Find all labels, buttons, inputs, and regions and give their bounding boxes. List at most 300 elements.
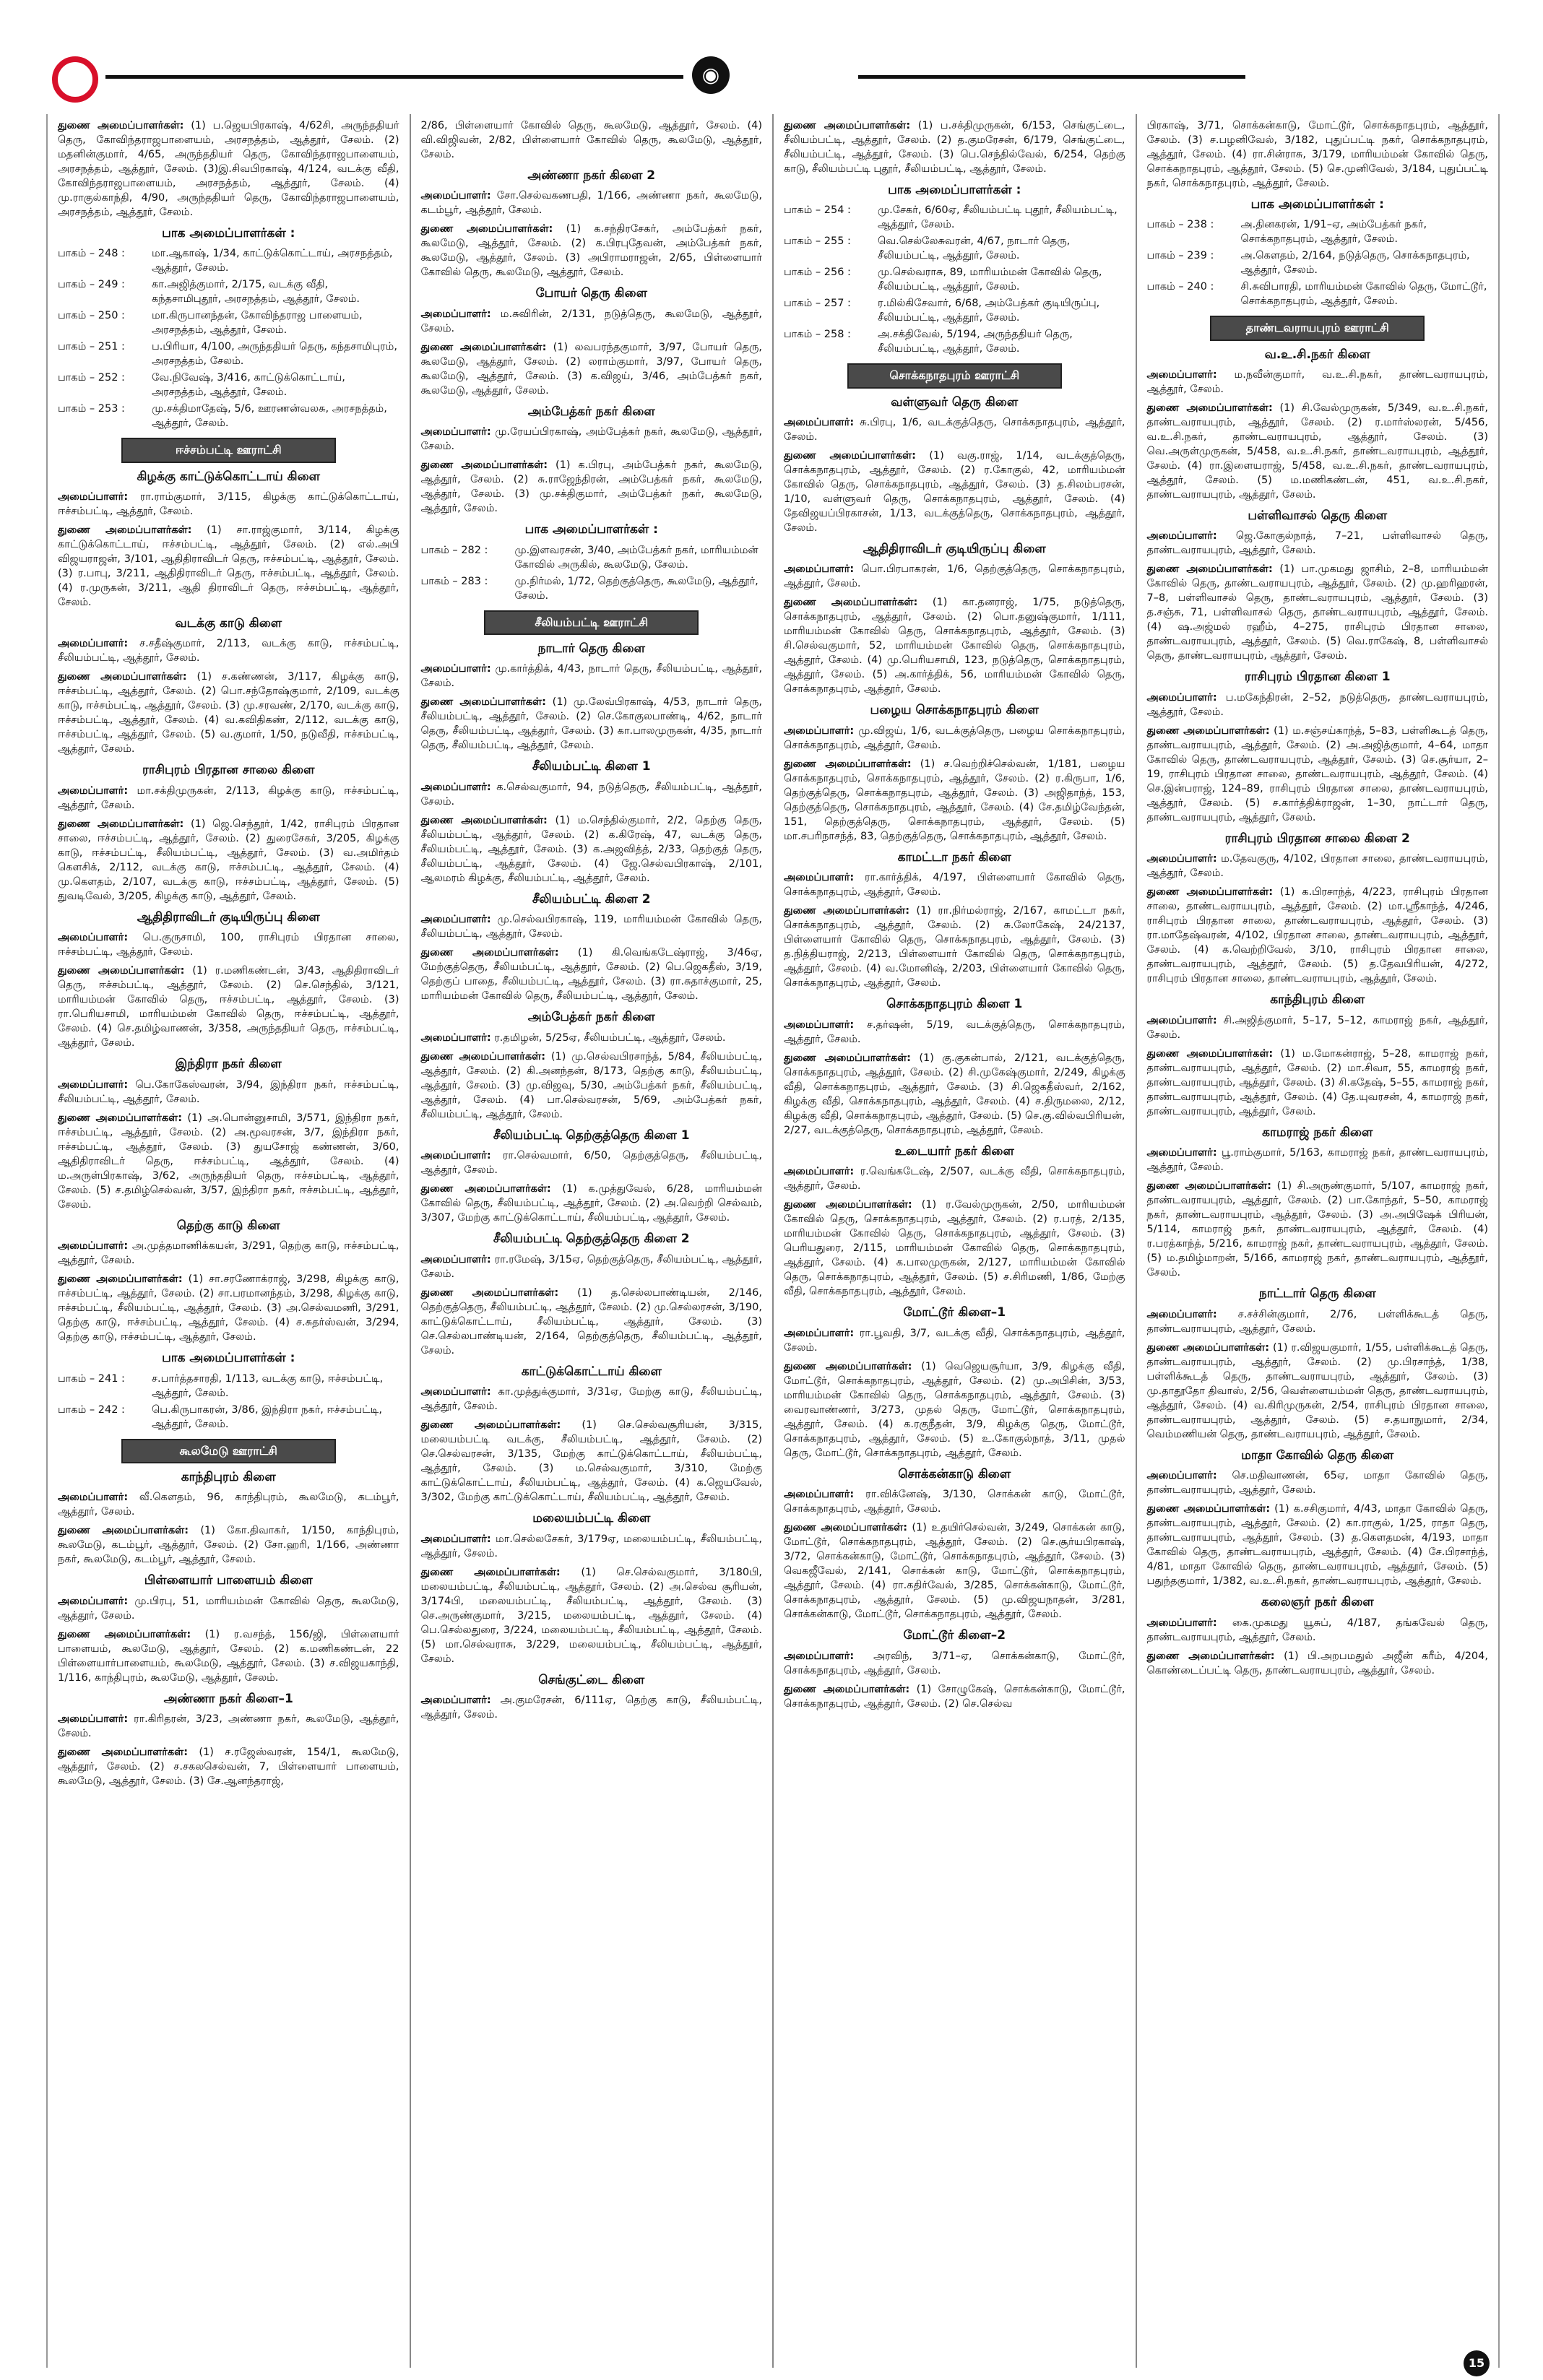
member-listing xyxy=(421,1286,763,1358)
member-listing xyxy=(58,1239,399,1268)
member-listing xyxy=(1147,1468,1489,1497)
branch-heading: ஆதிதிராவிடர் குடியிருப்பு கிளை xyxy=(863,541,1046,556)
member-details: (1) பி.அறபமதுல் அஜீன் கரீம், 4/204, கொண்டைப்பட்டி தெரு, தாண்டவராயபுரம், ஆத்தூர், சேலம். xyxy=(1146,1650,1488,1676)
member-listing xyxy=(784,1682,1125,1711)
member-listing xyxy=(421,1565,763,1666)
panchayat-banner: சீலியம்பட்டி ஊராட்சி xyxy=(484,610,699,635)
member-listing xyxy=(784,724,1125,753)
ward-number: பாகம் – 249 : xyxy=(58,279,125,291)
member-listing xyxy=(58,1272,399,1344)
role-label: அமைப்பாளர்: xyxy=(1146,853,1217,865)
role-label: துணை அமைப்பாளர்கள்: xyxy=(420,459,548,472)
branch-heading: காந்திபுரம் கிளை xyxy=(181,1469,276,1484)
member-listing xyxy=(784,449,1125,535)
member-listing xyxy=(58,930,399,959)
ward-member: மா.ஆகாஷ், 1/34, காட்டுக்கொட்டாய், அரசநத்தம், ஆத்தூர், சேலம். xyxy=(152,248,393,274)
branch-heading: பள்ளிவாசல் தெரு கிளை xyxy=(1248,508,1388,523)
member-details: சோ.செல்வகணபதி, 1/166, அண்ணா நகர், கூலமேடு, கடம்பூர், ஆத்தூர், சேலம். xyxy=(420,190,762,217)
ward-member: பெ.கிருபாகரன், 3/86, இந்திரா நகர், ஈச்சம்பட்டி, ஆத்தூர், சேலம். xyxy=(152,1403,382,1430)
member-details: (1) வெஜெயசூர்யா, 3/9, கிழக்கு வீதி, மோட்டூர், சொக்கநாதபுரம், ஆத்தூர், சேலம். (2) மு.அபிசின், 3/53, மாரியம்மன் கோவில் தெரு, சொக்கநாதபுரம், ஆத்தூர், சேலம். (3) வைரவாண்ணர், 3/273, முதல் தெரு, மோட்டூர், சொக்கநாதபுரம், ஆத்தூர், சேலம். (4) க.ரகுநீதன், 3/9, கிழக்கு தெரு, மோட்டூர், சொக்கநாதபுரம், ஆத்தூர், சேலம். (5) உ.கோகுல்நாத், 3/11, முதல் தெரு, மோட்டூர், சொக்கநாதபுரம், ஆத்தூர், சேலம். xyxy=(784,1360,1125,1459)
member-listing xyxy=(58,817,399,904)
role-label: துணை அமைப்பாளர்கள்: xyxy=(784,597,918,609)
member-listing xyxy=(1147,562,1489,663)
member-details: (1) ம.செந்தில்குமார், 2/2, தெற்கு தெரு, சீலியம்பட்டி, ஆத்தூர், சேலம். (2) க.கிரேஷ், 47, வடக்கு தெரு, சீலியம்பட்டி, ஆத்தூர், சேலம். (3) க.அஜவித்த், 2/33, தெற்குத் தெரு, சீலியம்பட்டி, ஆத்தூர், சேலம். (4) ஜே.செல்வபிரகாஷ், 2/101, ஆலமரம் கிழக்கு, சீலியம்பட்டி, ஆத்தூர், சேலம். xyxy=(420,814,762,884)
masthead-rule-left xyxy=(105,75,683,79)
panchayat-banner: கூலமேடு ஊராட்சி xyxy=(121,1439,336,1463)
member-listing xyxy=(421,1050,763,1122)
member-details: மு.ரேயப்பிரகாஷ், அம்பேத்கர் நகர், கூலமேடு, ஆத்தூர், சேலம். xyxy=(420,426,763,453)
ward-entry xyxy=(784,203,1125,232)
branch-heading: சொக்கன்காடு கிளை xyxy=(898,1466,1011,1481)
member-details: மு.பிரபு, 51, மாரியம்மன் கோவில் தெரு, கூலமேடு, ஆத்தூர், சேலம். xyxy=(58,1595,399,1622)
member-details: ரா.செல்வமார், 6/50, தெற்குத்தெரு, சீலியம்பட்டி, ஆத்தூர், சேலம். xyxy=(420,1150,762,1177)
branch-heading: ராசிபுரம் பிரதான சாலை கிளை xyxy=(142,763,315,778)
ward-entry xyxy=(58,1372,399,1401)
member-listing xyxy=(421,1385,763,1414)
role-label: அமைப்பாளர்: xyxy=(784,872,855,884)
member-listing xyxy=(58,1594,399,1623)
ward-entry xyxy=(421,574,763,603)
ward-member: மா.கிருபானந்தன், கோவிந்தராஜ பாளையம், அரசநத்தம், ஆத்தூர், சேலம். xyxy=(152,310,363,337)
role-label: அமைப்பாளர்: xyxy=(784,1018,855,1031)
member-details: மு.செல்வபிரகாஷ், 119, மாரியம்மன் கோவில் தெரு, சீலியம்பட்டி, ஆத்தூர், சேலம். xyxy=(420,914,763,940)
member-details: (1) ரா.நிர்மல்ராஜ், 2/167, காமட்டா நகர், சொக்கநாதபுரம், ஆத்தூர், சேலம். (2) சு.லோகேஷ், 24/2137, பிள்ளையார் கோவில் தெரு, சொக்கநாதபுரம், ஆத்தூர், சேலம். (3) த.நித்தியராஜ், 2/213, பிள்ளையார் கோவில் தெரு, சொக்கநாதபுரம், ஆத்தூர், சேலம். (4) வ.மோனிஷ், 2/203, பிள்ளையார் கோவில் தெரு, சொக்கநாதபுரம், ஆத்தூர், சேலம். xyxy=(784,905,1125,990)
member-details: (1) ர.விஜயகுமார், 1/55, பள்ளிக்கூடத் தெரு, தாண்டவராயபுரம், ஆத்தூர், சேலம். (2) மு.பிரசாந்த், 1/38, பள்ளிக்கூடத் தெரு, தாண்டவராயபுரம், ஆத்தூர், சேலம். (3) மு.தாதூதோ திவாஸ், 2/56, வெள்ளையம்மன் தெரு, தாண்டவராயபுரம், ஆத்தூர், சேலம். (4) வ.கிரிமுருகன், 2/54, ராசிபுரம் பிரதான சாலை, தாண்டவராயபுரம், ஆத்தூர், சேலம். (5) ச.தயாநுமார், 2/34, வெம்மணியன் தெரு, தாண்டவராயபுரம், ஆத்தூர், சேலம். xyxy=(1146,1341,1489,1440)
role-label: துணை அமைப்பாளர்கள்: xyxy=(420,814,548,826)
branch-heading: சொக்கநாதபுரம் கிளை 1 xyxy=(886,997,1023,1012)
member-details: (1) ச.வெற்றிச்செல்வன், 1/181, பழைய சொக்கநாதபுரம், சொக்கநாதபுரம், ஆத்தூர், சேலம். (2) ர.கிருபா, 1/6, தெற்குத்தெரு, சொக்கநாதபுரம், ஆத்தூர், சேலம். (3) அஜிதாந்த், 153, தெற்குத்தெரு, சொக்கநாதபுரம், ஆத்தூர், சேலம். (4) சே.தமிழ்வேந்தன், 151, தெற்குத்தெரு, சொக்கநாதபுரம், ஆத்தூர், சேலம். (5) மா.சபரிநாசந்த், 83, தெற்குத்தெரு, சொக்கநாதபுரம், ஆத்தூர், சேலம். xyxy=(784,758,1125,842)
member-listing xyxy=(58,1490,399,1519)
member-details: (1) சோழுகேஷ், சொக்கன்காடு, மோட்டூர், சொக்கநாதபுரம், ஆத்தூர், சேலம். (2) செ.செல்வ xyxy=(784,1683,1125,1710)
branch-heading: கலைஞர் நகர் கிளை xyxy=(1261,1595,1374,1610)
member-details: (1) சா.சரணோக்ராஜ், 3/298, கிழக்கு காடு, ஈச்சம்பட்டி, ஆத்தூர், சேலம். (2) சா.பரமானந்தம், 3/298, கிழக்கு காடு, ஈச்சம்பட்டி, சீலியம்பட்டி, ஆத்தூர், சேலம். (3) அ.செல்வமணி, 3/291, தெற்கு காடு, ஈச்சம்பட்டி, ஆத்தூர், சேலம். (4) ச.சுதர்ஸ்வன், 3/294, தெற்கு காடு, ஈச்சம்பட்டி, ஆத்தூர், சேலம். xyxy=(58,1273,399,1343)
role-label: அமைப்பாளர்: xyxy=(420,1694,491,1706)
member-listing xyxy=(421,945,763,1003)
branch-heading: பழைய சொக்கநாதபுரம் கிளை xyxy=(870,703,1039,718)
role-label: அமைப்பாளர்: xyxy=(420,1253,491,1265)
member-listing xyxy=(58,964,399,1050)
member-listing xyxy=(421,1148,763,1177)
member-details: (1) ப.ஜெயபிரகாஷ், 4/62சி, அருந்ததியர் தெரு, கோவிந்தராஜபாளையம், அரசநத்தம், ஆத்தூர், சேலம். (2) மதனின்குமார், 4/65, அருந்ததியர் தெரு, கோவிந்தராஜபாளையம், அரசநத்தம், ஆத்தூர், சேலம். (3)இ.சிவபிரகாஷ், 4/124, வடக்கு வீதி, கோவிந்தராஜபாளையம், அரசநத்தம், ஆத்தூர், சேலம். (4) மு.ராகுல்காந்தி, 4/90, அருந்ததியர் தெரு, கோவிந்தராஜபாளையம், அரசநத்தம், ஆத்தூர், சேலம். xyxy=(58,120,399,218)
role-label: அமைப்பாளர்: xyxy=(58,784,129,797)
member-listing xyxy=(421,1532,763,1561)
member-listing xyxy=(1147,529,1489,558)
ward-member: மு.இளவரசன், 3/40, அம்பேத்கர் நகர், மாரியம்மன் கோவில் அருகில், கூலமேடு, சேலம். xyxy=(514,544,758,571)
role-label: அமைப்பாளர்: xyxy=(420,663,491,675)
ward-entry xyxy=(1147,217,1489,246)
branch-heading: காட்டுக்கொட்டாய் கிளை xyxy=(521,1364,662,1379)
role-label: அமைப்பாளர்: xyxy=(58,1240,129,1252)
member-details: (1) ம.மோகன்ராஜ், 5–28, காமராஜ் நகர், தாண்டவராயபுரம், ஆத்தூர், சேலம். (2) மா.சிவா, 55, காமராஜ் நகர், தாண்டவராயபுரம், ஆத்தூர், சேலம். (3) சி.கதேஷ், 5–55, காமராஜ் நகர், தாண்டவராயபுரம், ஆத்தூர், சேலம். (4) தே.யுவரசன், 4, காமராஜ் நகர், தாண்டவராயபுரம், ஆத்தூர், சேலம். xyxy=(1146,1047,1489,1117)
role-label: அமைப்பாளர்: xyxy=(420,426,491,438)
member-details: (1) வகு.ராஜ், 1/14, வடக்குத்தெரு, சொக்கநாதபுரம், ஆத்தூர், சேலம். (2) ர.கோகுல், 42, மாரியம்மன் கோவில் தெரு, சொக்கநாதபுரம், ஆத்தூர், சேலம். (3) த.சிலம்பரசன், 1/10, வள்ளுவர் தெரு, சொக்கநாதபுரம், ஆத்தூர், சேலம். (4) தேவிஜயப்பிரகாசன், 1/13, வடக்குத்தெரு, சொக்கநாதபுரம், ஆத்தூர், சேலம். xyxy=(784,449,1125,534)
branch-heading: மோட்டூர் கிளை–1 xyxy=(903,1305,1006,1320)
member-listing xyxy=(784,562,1125,591)
member-listing xyxy=(784,1018,1125,1047)
role-label: துணை அமைப்பாளர்கள்: xyxy=(784,1199,912,1211)
branch-heading: நாடார் தெரு கிளை xyxy=(537,641,645,656)
branch-heading: சீலியம்பட்டி தெற்குத்தெரு கிளை 2 xyxy=(493,1232,690,1247)
role-label: அமைப்பாளர்: xyxy=(784,1650,855,1662)
member-details: (1) மு.செல்வபிரசாந்த், 5/84, சீலியம்பட்டி, ஆத்தூர், சேலம். (2) கி.அனந்தன், 8/173, தெற்கு காடு, சீலியம்பட்டி, ஆத்தூர், சேலம். (3) மு.விஜவு, 5/30, அம்பேத்கர் நகர், சீலியம்பட்டி, ஆத்தூர், சேலம். (4) பா.செல்வரசன், 5/69, அம்பேத்கர் நகர், சீலியம்பட்டி, ஆத்தூர், சேலம். xyxy=(420,1050,763,1120)
role-label: துணை அமைப்பாளர்கள்: xyxy=(1146,1341,1270,1354)
role-label: துணை அமைப்பாளர்கள்: xyxy=(420,696,546,709)
branch-heading: வ.உ.சி.நகர் கிளை xyxy=(1264,347,1370,362)
role-label: துணை அமைப்பாளர்கள்: xyxy=(58,120,184,131)
member-details: (1) க.பிரசாந்த், 4/223, ராசிபுரம் பிரதான சாலை, தாண்டவராயபுரம், ஆத்தூர், சேலம். (2) மா.ஸ்ரீகாந்த், 4/246, ராசிபுரம் பிரதான சாலை, தாண்டவராயபுரம், ஆத்தூர், சேலம். (3) ரா.மாதேஷ்வரன், 4/102, பிரதான சாலை, தாண்டவராயபுரம், ஆத்தூர், சேலம். (4) க.வெற்றிவேல், 3/10, ராசிபுரம் பிரதான சாலை, தாண்டவராயபுரம், ஆத்தூர், சேலம். (5) த.தேவபிரியன், 4/272, ராசிபுரம் பிரதான சாலை, தாண்டவராயபுரம், ஆத்தூர், சேலம். xyxy=(1146,886,1488,985)
ward-entry xyxy=(58,246,399,275)
role-label: துணை அமைப்பாளர்கள்: xyxy=(784,1683,910,1695)
role-label: துணை அமைப்பாளர்கள்: xyxy=(784,1052,911,1064)
member-listing xyxy=(1147,1146,1489,1174)
branch-heading: செங்குட்டை கிளை xyxy=(538,1672,645,1687)
member-listing xyxy=(784,1649,1125,1678)
branch-heading: ஆதிதிராவிடர் குடியிருப்பு கிளை xyxy=(137,909,320,925)
member-listing xyxy=(784,904,1125,990)
role-label: அமைப்பாளர்: xyxy=(784,724,855,737)
member-listing xyxy=(58,1627,399,1685)
ward-number: பாகம் – 282 : xyxy=(420,544,488,556)
role-label: அமைப்பாளர்: xyxy=(1146,1617,1217,1629)
role-label: துணை அமைப்பாளர்கள்: xyxy=(58,1628,191,1640)
role-label: அமைப்பாளர்: xyxy=(784,1327,855,1339)
circle-logo-icon xyxy=(52,56,98,103)
branch-heading: அம்பேத்கர் நகர் கிளை xyxy=(527,404,655,419)
ward-member: அ.தினகரன், 1/91–ஏ, அம்பேத்கர் நகர், சொக்கநாதபுரம், ஆத்தூர், சேலம். xyxy=(1240,219,1427,246)
member-listing xyxy=(58,1745,399,1788)
member-listing xyxy=(421,425,763,454)
role-label: அமைப்பாளர்: xyxy=(784,416,855,428)
role-label: அமைப்பாளர்: xyxy=(420,308,491,320)
member-details: (1) ம.சஞ்சய்காந்த், 5–83, பள்ளிகூடத் தெரு, தாண்டவராயபுரம், ஆத்தூர், சேலம். (2) அ.அஜித்குமார், 4–64, மாதா கோவில் தெரு, தாண்டவராயபுரம், ஆத்தூர், சேலம். (3) செ.சூர்யா, 2–19, ராசிபுரம் பிரதான சாலை, தாண்டவராயபுரம், ஆத்தூர், சேலம். (4) செ.இன்பராஜ், 124–89, ராசிபுரம் பிரதான சாலை, தாண்டவராயபுரம், ஆத்தூர், சேலம். (5) ச.கார்த்திக்ராஜன், 1–30, நாட்டார் தெரு, தாண்டவராயபுரம், ஆத்தூர், சேலம். xyxy=(1146,724,1488,823)
member-details: ச.தர்ஷன், 5/19, வடக்குத்தெரு, சொக்கநாதபுரம், ஆத்தூர், சேலம். xyxy=(784,1018,1125,1045)
role-label: துணை அமைப்பாளர்கள்: xyxy=(784,758,912,770)
role-label: அமைப்பாளர்: xyxy=(784,563,855,576)
ward-member: வெ.செல்லேசுவரன், 4/67, நாடார் தெரு, சீலியம்பட்டி, ஆத்தூர், சேலம். xyxy=(878,235,1071,262)
member-listing xyxy=(421,662,763,691)
member-listing xyxy=(58,1111,399,1212)
member-details: சு.பிரபு, 1/6, வடக்குத்தெரு, சொக்கநாதபுரம், ஆத்தூர், சேலம். xyxy=(784,416,1125,443)
member-details: (1) கி.வெங்கடேஷ்ராஜ், 3/46ஏ, மேற்குத்தெரு, சீலியம்பட்டி, ஆத்தூர், சேலம். (2) பெ.ஜெகதீஸ், 3/19, தெற்குப் பாதை, சீலியம்பட்டி, ஆத்தூர், சேலம். (3) ரா.சுதாச்குமார், 25, மாரியம்மன் கோவில் தெரு, சீலியம்பட்டி, ஆத்தூர், சேலம். xyxy=(420,947,762,1003)
member-details: (1) ப.சக்திமுருகன், 6/153, செங்குட்டை, சீலியம்பட்டி, ஆத்தூர், சேலம். (2) த.குமரேசன், 6/179, செங்குட்டை, சீலியம்பட்டி, ஆத்தூர், சேலம். (3) பெ.செந்தில்வேல், 6/254, தெற்கு காடு, சீலியம்பட்டி புதூர், சீலியம்பட்டி, ஆத்தூர், சேலம். xyxy=(784,120,1125,175)
member-details: (1) லவபரந்தகுமார், 3/97, போயர் தெரு, கூலமேடு, ஆத்தூர், சேலம். (2) லராம்குமார், 3/97, போயர் தெரு, கூலமேடு, ஆத்தூர், சேலம். (3) க.விஜய், 3/46, அம்பேத்கர் நகர், கூலமேடு, ஆத்தூர், சேலம். xyxy=(420,341,762,397)
member-details: (1) சி.அருண்குமார், 5/107, காமராஜ் நகர், தாண்டவராயபுரம், ஆத்தூர், சேலம். (2) பா.கோந்தர், 5–50, காமராஜ் நகர், தாண்டவராயபுரம், ஆத்தூர், சேலம். (3) அ.அபிஷேக் பிரியன், 5/114, காமராஜ் நகர், தாண்டவராயபுரம், ஆத்தூர், சேலம். (4) ர.பரத்காந்த், 5/216, காமராஜ் நகர், தாண்டவராயபுரம், ஆத்தூர், சேலம். (5) ம.தமிழ்மாறன், 5/166, காமராஜ் நகர், தாண்டவராயபுரம், ஆத்தூர், சேலம். xyxy=(1146,1180,1488,1279)
member-details: கா.முத்துக்குமார், 3/31ஏ, மேற்கு காடு, சீலியம்பட்டி, ஆத்தூர், சேலம். xyxy=(420,1386,763,1413)
role-label: துணை அமைப்பாளர்கள்: xyxy=(784,1522,907,1534)
member-details: (1) உதயிர்செல்வன், 3/249, சொக்கன் காடு, மோட்டூர், சொக்கநாதபுரம், ஆத்தூர், சேலம். (2) செ.சூர்யபிரகாஷ், 3/72, சொக்கன்காடு, மோட்டூர், சொக்கநாதபுரம், ஆத்தூர், சேலம். (3) வெகஜீவேல், 2/141, சொக்கன் காடு, மோட்டூர், சொக்கநாதபுரம், ஆத்தூர், சேலம். (4) ரா.கதிர்வேல், 3/285, சொக்கன்காடு, மோட்டூர், சொக்கநாதபுரம், ஆத்தூர், சேலம். (5) மு.விஜயநாதன், 3/281, சொக்கன்காடு, மோட்டூர், சொக்கநாதபுரம், ஆத்தூர், சேலம். xyxy=(784,1522,1125,1621)
branch-heading: ராசிபுரம் பிரதான சாலை கிளை 2 xyxy=(1224,831,1410,846)
member-details: ஜெ.கோகுல்நாத், 7–21, பள்ளிவாசல் தெரு, தாண்டவராயபுரம், ஆத்தூர், சேலம். xyxy=(1146,530,1488,557)
panchayat-banner: சொக்கநாதபுரம் ஊராட்சி xyxy=(847,363,1062,388)
member-listing xyxy=(784,757,1125,844)
ward-entry xyxy=(58,371,399,399)
ward-number: பாகம் – 250 : xyxy=(58,310,125,322)
ward-member: சி.சுவிபாரதி, மாரியம்மன் கோவில் தெரு, மோட்டூர், சொக்கநாதபுரம், ஆத்தூர், சேலம். xyxy=(1240,281,1487,308)
branch-heading: சீலியம்பட்டி தெற்குத்தெரு கிளை 1 xyxy=(493,1128,690,1143)
member-listing xyxy=(1147,368,1489,397)
member-listing xyxy=(1147,724,1489,825)
member-details: (1) பா.முகமது ஜாசிம், 2–8, மாரியம்மன் கோவில் தெரு, தாண்டவராயபுரம், ஆத்தூர், சேலம். (2) மு.ஹரிஹரன், 7–8, பள்ளிவாசல் தெரு, தாண்டவராயபுரம், ஆத்தூர், சேலம். (3) த.சஞ்சு, 71, பள்ளிவாசல் தெரு, தாண்டவராயபுரம், ஆத்தூர், சேலம். (4) ஷ.அஜ்மல் ரஹீம், 4–275, ராசிபுரம் பிரதான சாலை, தாண்டவராயபுரம், ஆத்தூர், சேலம். (5) வெ.ராகேஷ், 8, பள்ளிவாசல் தெரு, தாண்டவராயபுரம், ஆத்தூர், சேலம். xyxy=(1146,563,1488,662)
ward-number: பாகம் – 256 : xyxy=(784,267,851,279)
member-details: பூ.ராம்குமார், 5/163, காமராஜ் நகர், தாண்டவராயபுரம், ஆத்தூர், சேலம். xyxy=(1146,1147,1489,1174)
member-listing xyxy=(58,1078,399,1107)
role-label: அமைப்பாளர்: xyxy=(420,914,491,926)
branch-heading: காமராஜ் நகர் கிளை xyxy=(1262,1125,1373,1140)
member-listing xyxy=(58,670,399,756)
ward-entry xyxy=(1147,280,1489,308)
branch-heading: வள்ளுவர் தெரு கிளை xyxy=(891,394,1019,410)
ward-member: மு.செல்வராசு, 89, மாரியம்மன் கோவில் தெரு, சீலியம்பட்டி, ஆத்தூர், சேலம். xyxy=(878,267,1102,293)
member-listing xyxy=(58,118,399,220)
member-listing xyxy=(58,523,399,610)
member-listing xyxy=(784,595,1125,696)
ward-number: பாகம் – 240 : xyxy=(1146,281,1214,293)
ward-number: பாகம் – 257 : xyxy=(784,298,851,310)
member-listing xyxy=(784,1487,1125,1516)
ward-entry xyxy=(784,296,1125,325)
role-label: துணை அமைப்பாளர்கள்: xyxy=(58,818,184,830)
member-details: (1) க.பிரபு, அம்பேத்கர் நகர், கூலமேடு, ஆத்தூர், சேலம். (2) சு.ராஜேந்திரன், அம்பேத்கர் நகர், கூலமேடு, ஆத்தூர், சேலம். (3) மு.சக்திகுமார், அம்பேத்கர் நகர், கூலமேடு, ஆத்தூர், சேலம். xyxy=(420,459,763,515)
role-label: அமைப்பாளர்: xyxy=(58,490,129,503)
member-details: (1) க.முத்துவேல், 6/28, மாரியம்மன் கோவில் தெரு, சீலியம்பட்டி, ஆத்தூர், சேலம். (2) அ.வெற்றி செல்வம், 3/307, மேற்கு காட்டுக்கொட்டாய், சீலியம்பட்டி, ஆத்தூர், சேலம். xyxy=(420,1183,762,1224)
member-details: (1) கு.குகன்பால், 2/121, வடக்குத்தெரு, சொக்கநாதபுரம், ஆத்தூர், சேலம். (2) சி.முகேஷ்குமார், 2/249, கிழக்கு வீதி, சொக்கநாதபுரம், ஆத்தூர், சேலம். (3) சி.ஜெகதீஸ்வர், 2/162, கிழக்கு வீதி, சொக்கநாதபுரம், ஆத்தூர், சேலம். (4) ச.திருமலை, 2/12, கிழக்கு வீதி, சொக்கநாதபுரம், ஆத்தூர், சேலம். (5) செ.கு.வில்வபிரியன், 2/27, வடக்குத்தெரு, சொக்கநாதபுரம், ஆத்தூர், சேலம். xyxy=(784,1052,1125,1136)
member-listing xyxy=(1147,1502,1489,1588)
role-label: அமைப்பாளர்: xyxy=(1146,1470,1217,1482)
role-label: அமைப்பாளர்: xyxy=(1146,1308,1217,1320)
member-details: (1) க.சசிகுமார், 4/43, மாதா கோவில் தெரு, தாண்டவராயபுரம், ஆத்தூர், சேலம். (2) கா.ராகுல், 1/25, ராதா தெரு, தாண்டவராயபுரம், ஆத்தூர், சேலம். (3) த.கௌதமன், 4/193, மாதா கோவில் தெரு, தாண்டவராயபுரம், ஆத்தூர், சேலம். (4) சே.பிரசாந்த், 4/81, மாதா கோவில் தெரு, தாண்டவராயபுரம், ஆத்தூர், சேலம். (5) பதுந்தகுமார், 1/382, வ.உ.சி.நகர், தாண்டவராயபுரம், ஆத்தூர், சேலம். xyxy=(1146,1503,1488,1588)
member-details: (1) ர.வேல்முருகன், 2/50, மாரியம்மன் கோவில் தெரு, சொக்கநாதபுரம், ஆத்தூர், சேலம். (2) ர.பரத், 2/135, மாரியம்மன் கோவில் தெரு, சொக்கநாதபுரம், ஆத்தூர், சேலம். (3) பெரியதுரை, 2/115, மாரியம்மன் கோவில் தெரு, சொக்கநாதபுரம், ஆத்தூர், சேலம். (4) க.பாலமுருகன், 2/127, மாரியம்மன் கோவில் தெரு, சொக்கநாதபுரம், ஆத்தூர், சேலம். (5) ச.சிரிமணி, 1/86, மேற்கு வீதி, சொக்கநாதபுரம், ஆத்தூர், சேலம். xyxy=(784,1199,1125,1298)
member-listing xyxy=(1147,1013,1489,1042)
ward-entry xyxy=(58,308,399,337)
branch-heading: மலையம்பட்டி கிளை xyxy=(532,1511,651,1526)
ward-entry xyxy=(58,402,399,430)
role-label: துணை அமைப்பாளர்கள்: xyxy=(1146,1180,1271,1193)
member-listing xyxy=(784,870,1125,899)
member-listing xyxy=(58,1712,399,1741)
member-listing xyxy=(421,695,763,753)
role-label: அமைப்பாளர்: xyxy=(1146,691,1217,704)
member-details: (1) சா.ராஜ்குமார், 3/114, கிழக்கு காட்டுக்கொட்டாய், ஈச்சம்பட்டி, ஆத்தூர், சேலம். (2) எல்.அபி விஜயராஜன், 3/101, ஆதிதிராவிடர் தெரு, ஈச்சம்பட்டி, ஆத்தூர், சேலம். (3) ர.பாபு, 3/211, ஆதிதிராவிடர் தெரு, ஈச்சம்பட்டி, ஆத்தூர், சேலம். (4) ர.முருகன், 3/211, ஆதி திராவிடர் தெரு, ஈச்சம்பட்டி, ஆத்தூர், சேலம். xyxy=(58,524,399,608)
member-listing xyxy=(421,1418,763,1505)
member-details: மா.சக்திமுருகன், 2/113, கிழக்கு காடு, ஈச்சம்பட்டி, ஆத்தூர், சேலம். xyxy=(58,784,399,811)
role-label: துணை அமைப்பாளர்கள்: xyxy=(784,120,911,131)
ward-number: பாகம் – 239 : xyxy=(1146,250,1214,262)
ward-member: வே.நிவேஷ், 3/416, காட்டுக்கொட்டாய், அரசநத்தம், ஆத்தூர், சேலம். xyxy=(152,372,345,399)
role-label: அமைப்பாளர்: xyxy=(58,1078,129,1091)
member-listing xyxy=(784,1198,1125,1299)
ward-entry xyxy=(421,543,763,572)
role-label: அமைப்பாளர்: xyxy=(420,1386,491,1398)
member-details: ரா.கார்த்திக், 4/197, பிள்ளையார் கோவில் தெரு, சொக்கநாதபுரம், ஆத்தூர், சேலம். xyxy=(784,872,1125,899)
member-listing xyxy=(58,636,399,665)
ward-member: அ.கௌதம், 2/164, நடுத்தெரு, சொக்கநாதபுரம், ஆத்தூர், சேலம். xyxy=(1240,250,1470,277)
role-label: துணை அமைப்பாளர்கள்: xyxy=(1146,563,1273,576)
branch-heading: வடக்கு காடு கிளை xyxy=(175,615,282,631)
member-listing xyxy=(784,415,1125,444)
branch-heading: அண்ணா நகர் கிளை–1 xyxy=(163,1691,293,1706)
ward-entry xyxy=(58,277,399,306)
member-details: ம.தேவகுரு, 4/102, பிரதான சாலை, தாண்டவராயபுரம், ஆத்தூர், சேலம். xyxy=(1146,853,1489,880)
member-details: பிரகாஷ், 3/71, சொக்கன்காடு, மோட்டூர், சொக்கநாதபுரம், ஆத்தூர், சேலம். (3) ச.பழனிவேல், 3/182, புதுப்பட்டி நகர், சொக்கநாதபுரம், ஆத்தூர், சேலம். (4) ரா.சின்ராசு, 3/179, மாரியம்மன் கோவில் தெரு, சொக்கநாதபுரம், ஆத்தூர், சேலம். (5) செ.முனிவேல், 3/184, புதுப்பட்டி நகர், சொக்கநாதபுரம், ஆத்தூர், சேலம். xyxy=(1146,120,1488,189)
role-label: துணை அமைப்பாளர்கள்: xyxy=(420,1183,551,1195)
ward-entry xyxy=(784,327,1125,356)
branch-heading: தெற்கு காடு கிளை xyxy=(176,1218,280,1233)
member-details: 2/86, பிள்ளையார் கோவில் தெரு, கூலமேடு, ஆத்தூர், சேலம். (4) வி.விஜிவன், 2/82, பிள்ளையார் கோவில் தெரு, கூலமேடு, ஆத்தூர், சேலம். xyxy=(420,120,762,160)
role-label: துணை அமைப்பாளர்கள்: xyxy=(784,449,916,462)
member-details: ர.வெங்கடேஷ், 2/507, வடக்கு வீதி, சொக்கநாதபுரம், ஆத்தூர், சேலம். xyxy=(784,1166,1125,1193)
branch-heading: கிழக்கு காட்டுக்கொட்டாய் கிளை xyxy=(137,469,321,484)
ward-member: ப.பிரியா, 4/100, அருந்ததியர் தெரு, கந்தசாமிபுரம், அரசநத்தம், சேலம். xyxy=(152,341,397,368)
member-details: (1) ர.வசந்த், 156/ஜி, பிள்ளையார் பாளையம், கூலமேடு, ஆத்தூர், சேலம். (2) க.மணிகண்டன், 22 பிள்ளையார்பாளையம், கூலமேடு, ஆத்தூர், சேலம். (3) ச.விஜயகாந்தி, 1/116, காந்திபுரம், கூலமேடு, ஆத்தூர், சேலம். xyxy=(58,1628,399,1684)
masthead xyxy=(0,0,1543,108)
ward-entry xyxy=(58,1403,399,1432)
member-listing xyxy=(1147,1616,1489,1645)
member-details: செ.மதிவாணன், 65ஏ, மாதா கோவில் தெரு, தாண்டவராயபுரம், ஆத்தூர், சேலம். xyxy=(1146,1470,1489,1497)
member-listing xyxy=(421,813,763,886)
branch-heading: பாக அமைப்பாளர்கள் : xyxy=(162,226,295,241)
member-listing xyxy=(421,307,763,336)
member-details: (1) ச.ரஜேஸ்வரன், 154/1, கூலமேடு, ஆத்தூர், சேலம். (2) ச.சகலசெல்வன், 7, பிள்ளையார் பாளையம், கூலமேடு, ஆத்தூர், சேலம். (3) சே.ஆனந்தராஜ், xyxy=(58,1747,399,1788)
branch-heading: பாக அமைப்பாளர்கள் : xyxy=(524,522,658,537)
ward-number: பாகம் – 241 : xyxy=(58,1372,125,1385)
ward-number: பாகம் – 255 : xyxy=(784,235,851,248)
member-details: மு.கார்த்திக், 4/43, நாடார் தெரு, சீலியம்பட்டி, ஆத்தூர், சேலம். xyxy=(420,663,762,690)
role-label: துணை அமைப்பாளர்கள்: xyxy=(784,1360,912,1372)
member-details: (1) க.சந்திரசேகர், அம்பேத்கர் நகர், கூலமேடு, ஆத்தூர், சேலம். (2) க.பிரபுதேவன், அம்பேத்கர் நகர், கூலமேடு, ஆத்தூர், சேலம். (3) அபிராமராஜன், 2/65, பிள்ளையார் கோவில் தெரு, கூலமேடு, ஆத்தூர், சேலம். xyxy=(420,223,762,279)
member-details: (1) கோ.திவாகர், 1/150, காந்திபுரம், கூலமேடு, கடம்பூர், ஆத்தூர், சேலம். (2) சோ.ஹரி, 1/166, அண்ணா நகர், கூலமேடு, கடம்பூர், ஆத்தூர், சேலம். xyxy=(58,1525,399,1566)
member-details: ம.சுவிரின், 2/131, நடுத்தெரு, கூலமேடு, ஆத்தூர், சேலம். xyxy=(420,308,762,334)
member-details: பெ.கோகேஸ்வரன், 3/94, இந்திரா நகர், ஈச்சம்பட்டி, சீலியம்பட்டி, ஆத்தூர், சேலம். xyxy=(58,1078,399,1105)
role-label: அமைப்பாளர்: xyxy=(420,1150,491,1162)
member-listing xyxy=(421,1252,763,1281)
ward-number: பாகம் – 253 : xyxy=(58,403,125,415)
member-listing xyxy=(1147,1179,1489,1280)
member-details: ரா.ரமேஷ், 3/15ஏ, தெற்குத்தெரு, சீலியம்பட்டி, ஆத்தூர், சேலம். xyxy=(420,1253,763,1280)
member-details: பெ.குருசாமி, 100, ராசிபுரம் பிரதான சாலை, ஈச்சம்பட்டி, ஆத்தூர், சேலம். xyxy=(58,932,399,959)
member-listing xyxy=(58,784,399,813)
member-details: க.செல்வகுமார், 94, நடுத்தெரு, சீலியம்பட்டி, ஆத்தூர், சேலம். xyxy=(420,781,762,808)
member-listing xyxy=(784,118,1125,176)
member-details: (1) கா.தனராஜ், 1/75, நடுத்தெரு, சொக்கநாதபுரம், ஆத்தூர், சேலம். (2) பொ.தனுஷ்குமார், 1/111, மாரியம்மன் கோவில் தெரு, சொக்கநாதபுரம், ஆத்தூர், சேலம். (3) சி.செல்வகுமார், 52, மாரியம்மன் கோவில் தெரு, சொக்கநாதபுரம், ஆத்தூர், சேலம். (4) மு.பெரியசாமி, 123, நடுத்தெரு, சொக்கநாதபுரம், ஆத்தூர், சேலம். (5) அ.கார்த்திக், 56, மாரியம்மன் கோவில் தெரு, சொக்கநாதபுரம், ஆத்தூர், சேலம். xyxy=(784,597,1125,696)
article-columns xyxy=(46,114,1500,2368)
panchayat-banner: தாண்டவராயபுரம் ஊராட்சி xyxy=(1210,316,1425,340)
elephant-emblem-icon: ◉ xyxy=(692,56,730,94)
ward-number: பாகம் – 251 : xyxy=(58,341,125,353)
member-details: (1) அ.பொன்னுசாமி, 3/571, இந்திரா நகர், ஈச்சம்பட்டி, ஆத்தூர், சேலம். (2) அ.மூவரசன், 3/7, இந்திரா நகர், ஈச்சம்பட்டி, ஆத்தூர், சேலம். (3) துயசோஜ் கண்ணன், 3/60, ஆதிதிராவிடர் தெரு, ஈச்சம்பட்டி, ஆத்தூர், சேலம். (4) ம.அருள்பிரகாஷ், 3/62, அருந்ததியர் தெரு, ஈச்சம்பட்டி, ஆத்தூர், சேலம். (5) ச.தமிழ்செல்வன், 3/57, இந்திரா நகர், ஈச்சம்பட்டி, ஆத்தூர், சேலம். xyxy=(58,1112,399,1211)
masthead-rule-right xyxy=(858,75,1245,79)
role-label: துணை அமைப்பாளர்கள்: xyxy=(58,1525,189,1537)
member-listing xyxy=(1147,118,1489,191)
member-details: (1) ர.மணிகண்டன், 3/43, ஆதிதிராவிடர் தெரு, ஈச்சம்பட்டி, ஆத்தூர், சேலம். (2) செ.செந்தில், 3/121, மாரியம்மன் கோவில் தெரு, ஈச்சம்பட்டி, ஆத்தூர், சேலம். (3) ரா.பெரியசாமி, மாரியம்மன் கோவில் தெரு, ஈச்சம்பட்டி, ஆத்தூர், சேலம். (4) செ.தமிழ்வாணன், 3/358, அருந்ததியர் தெரு, ஈச்சம்பட்டி, ஆத்தூர், சேலம். xyxy=(58,965,399,1050)
branch-heading: பாக அமைப்பாளர்கள் : xyxy=(162,1351,295,1366)
member-listing xyxy=(1147,1307,1489,1336)
ward-entry xyxy=(784,265,1125,294)
branch-heading: சீலியம்பட்டி கிளை 2 xyxy=(532,891,651,906)
role-label: அமைப்பாளர்: xyxy=(1146,1147,1217,1159)
member-details: ச.சதீஷ்குமார், 2/113, வடக்கு காடு, ஈச்சம்பட்டி, சீலியம்பட்டி, ஆத்தூர், சேலம். xyxy=(58,638,399,665)
branch-heading: சீலியம்பட்டி கிளை 1 xyxy=(532,759,651,774)
member-listing xyxy=(421,1693,763,1722)
role-label: துணை அமைப்பாளர்கள்: xyxy=(420,1050,545,1063)
ward-member: மு.சக்திமாதேஷ், 5/6, ஊரணன்வலசு, அரசநத்தம், ஆத்தூர், சேலம். xyxy=(152,403,387,430)
ward-entry xyxy=(784,234,1125,263)
member-listing xyxy=(421,118,763,162)
role-label: அமைப்பாளர்: xyxy=(1146,530,1217,542)
role-label: அமைப்பாளர்: xyxy=(58,1595,129,1607)
member-listing xyxy=(421,340,763,398)
member-listing xyxy=(421,1182,763,1225)
member-listing xyxy=(1147,852,1489,880)
role-label: துணை அமைப்பாளர்கள்: xyxy=(1146,724,1270,737)
ward-member: ர.மில்கிசேவார், 6/68, அம்பேத்கர் குடியிருப்பு, சீலியம்பட்டி, ஆத்தூர், சேலம். xyxy=(878,298,1100,324)
ward-number: பாகம் – 238 : xyxy=(1146,219,1214,231)
member-listing xyxy=(1147,691,1489,719)
branch-heading: காமட்டா நகர் கிளை xyxy=(897,849,1011,865)
member-listing xyxy=(421,189,763,217)
branch-heading: பிள்ளையார் பாளையம் கிளை xyxy=(144,1573,313,1588)
branch-heading: அண்ணா நகர் கிளை 2 xyxy=(527,168,656,183)
member-details: ப.மகேந்திரன், 2–52, நடுத்தெரு, தாண்டவராயபுரம், ஆத்தூர், சேலம். xyxy=(1146,691,1488,718)
role-label: துணை அமைப்பாளர்கள்: xyxy=(1146,1503,1271,1515)
member-details: ரா.பூவதி, 3/7, வடக்கு வீதி, சொக்கநாதபுரம், ஆத்தூர், சேலம். xyxy=(784,1327,1125,1354)
member-listing xyxy=(1147,1341,1489,1442)
role-label: துணை அமைப்பாளர்கள்: xyxy=(420,1566,561,1578)
ward-member: ச.பார்த்தசாரதி, 1/113, வடக்கு காடு, ஈச்சம்பட்டி, ஆத்தூர், சேலம். xyxy=(152,1372,384,1399)
role-label: துணை அமைப்பாளர்கள்: xyxy=(420,1419,561,1432)
role-label: துணை அமைப்பாளர்கள்: xyxy=(58,1273,183,1286)
branch-heading: மாதா கோவில் தெரு கிளை xyxy=(1241,1448,1394,1463)
role-label: அமைப்பாளர்: xyxy=(58,932,129,944)
ward-number: பாகம் – 252 : xyxy=(58,372,125,384)
role-label: துணை அமைப்பாளர்கள்: xyxy=(420,223,553,235)
role-label: துணை அமைப்பாளர்கள்: xyxy=(420,341,547,353)
role-label: துணை அமைப்பாளர்கள்: xyxy=(58,965,185,977)
branch-heading: பாக அமைப்பாளர்கள் : xyxy=(888,183,1021,197)
member-listing xyxy=(421,912,763,941)
role-label: துணை அமைப்பாளர்கள்: xyxy=(58,524,192,536)
member-listing xyxy=(421,458,763,516)
member-listing xyxy=(784,1520,1125,1622)
member-listing xyxy=(1147,1649,1489,1678)
member-listing xyxy=(421,1031,763,1045)
branch-heading: மோட்டூர் கிளை–2 xyxy=(903,1628,1006,1643)
member-listing xyxy=(784,1164,1125,1193)
member-listing xyxy=(421,222,763,280)
member-listing xyxy=(784,1051,1125,1138)
column-2 xyxy=(411,114,774,2368)
member-details: ரா.ராம்குமார், 3/115, கிழக்கு காட்டுக்கொட்டாய், ஈச்சம்பட்டி, ஆத்தூர், சேலம். xyxy=(58,490,399,517)
branch-heading: போயர் தெரு கிளை xyxy=(535,286,647,301)
role-label: அமைப்பாளர்: xyxy=(420,1031,491,1044)
member-details: (1) த.செல்லபாண்டியன், 2/146, தெற்குத்தெரு, சீலியம்பட்டி, ஆத்தூர், சேலம். (2) மு.செல்லரசன், 3/190, காட்டுக்கொட்டாய், சீலியம்பட்டி, ஆத்தூர், சேலம். (3) செ.செல்லபாண்டியன், 2/164, தெற்குத்தெரு, சீலியம்பட்டி, ஆத்தூர், சேலம். xyxy=(420,1286,762,1356)
role-label: அமைப்பாளர்: xyxy=(784,1166,855,1178)
member-details: (1) ச.கண்ணன், 3/117, கிழக்கு காடு, ஈச்சம்பட்டி, ஆத்தூர், சேலம். (2) பொ.சந்தோஷ்குமார், 2/109, வடக்கு காடு, ஈச்சம்பட்டி, ஆத்தூர், சேலம். (3) மு.சரவண், 2/170, வடக்கு காடு, ஈச்சம்பட்டி, ஆத்தூர், சேலம். (4) வ.கவிதிகண், 2/112, வடக்கு காடு, ஈச்சம்பட்டி, ஆத்தூர், சேலம். (5) வ.குமார், 1/50, நடுவீதி, ஈச்சம்பட்டி, ஆத்தூர், சேலம். xyxy=(58,671,399,756)
member-details: அ.முத்தமாணிக்கயன், 3/291, தெற்கு காடு, ஈச்சம்பட்டி, ஆத்தூர், சேலம். xyxy=(58,1240,399,1267)
member-listing xyxy=(784,1326,1125,1355)
role-label: துணை அமைப்பாளர்கள்: xyxy=(1146,1650,1275,1662)
member-details: அ.குமரேசன், 6/111ஏ, தெற்கு காடு, சீலியம்பட்டி, ஆத்தூர், சேலம். xyxy=(420,1694,762,1721)
member-details: வீ.கௌதம், 96, காந்திபுரம், கூலமேடு, கடம்பூர், ஆத்தூர், சேலம். xyxy=(58,1492,399,1518)
role-label: துணை அமைப்பாளர்கள்: xyxy=(420,1286,559,1299)
ward-number: பாகம் – 254 : xyxy=(784,204,851,217)
member-listing xyxy=(784,1359,1125,1461)
role-label: அமைப்பாளர்: xyxy=(58,638,129,650)
role-label: அமைப்பாளர்: xyxy=(784,1489,855,1501)
branch-heading: நாட்டார் தெரு கிளை xyxy=(1258,1286,1376,1302)
page-number-badge: 15 xyxy=(1464,2350,1490,2376)
member-details: ரா.கிரிதரன், 3/23, அண்ணா நகர், கூலமேடு, ஆத்தூர், சேலம். xyxy=(58,1713,399,1740)
member-details: (1) செ.செல்வகுமார், 3/180பி, மலையம்பட்டி, சீலியம்பட்டி, ஆத்தூர், சேலம். (2) அ.செல்வ சூரியன், 3/174பி, மலையம்பட்டி, சீலியம்பட்டி, ஆத்தூர், சேலம். (3) செ.அருண்குமார், 3/215, மலையம்பட்டி, ஆத்தூர், சேலம். (4) பெ.செல்லதுரை, 3/224, மலையம்பட்டி, சீலியம்பட்டி, ஆத்தூர், சேலம். (5) மா.செல்வராசு, 3/229, மலையம்பட்டி, சீலியம்பட்டி, ஆத்தூர், சேலம். xyxy=(420,1566,762,1665)
